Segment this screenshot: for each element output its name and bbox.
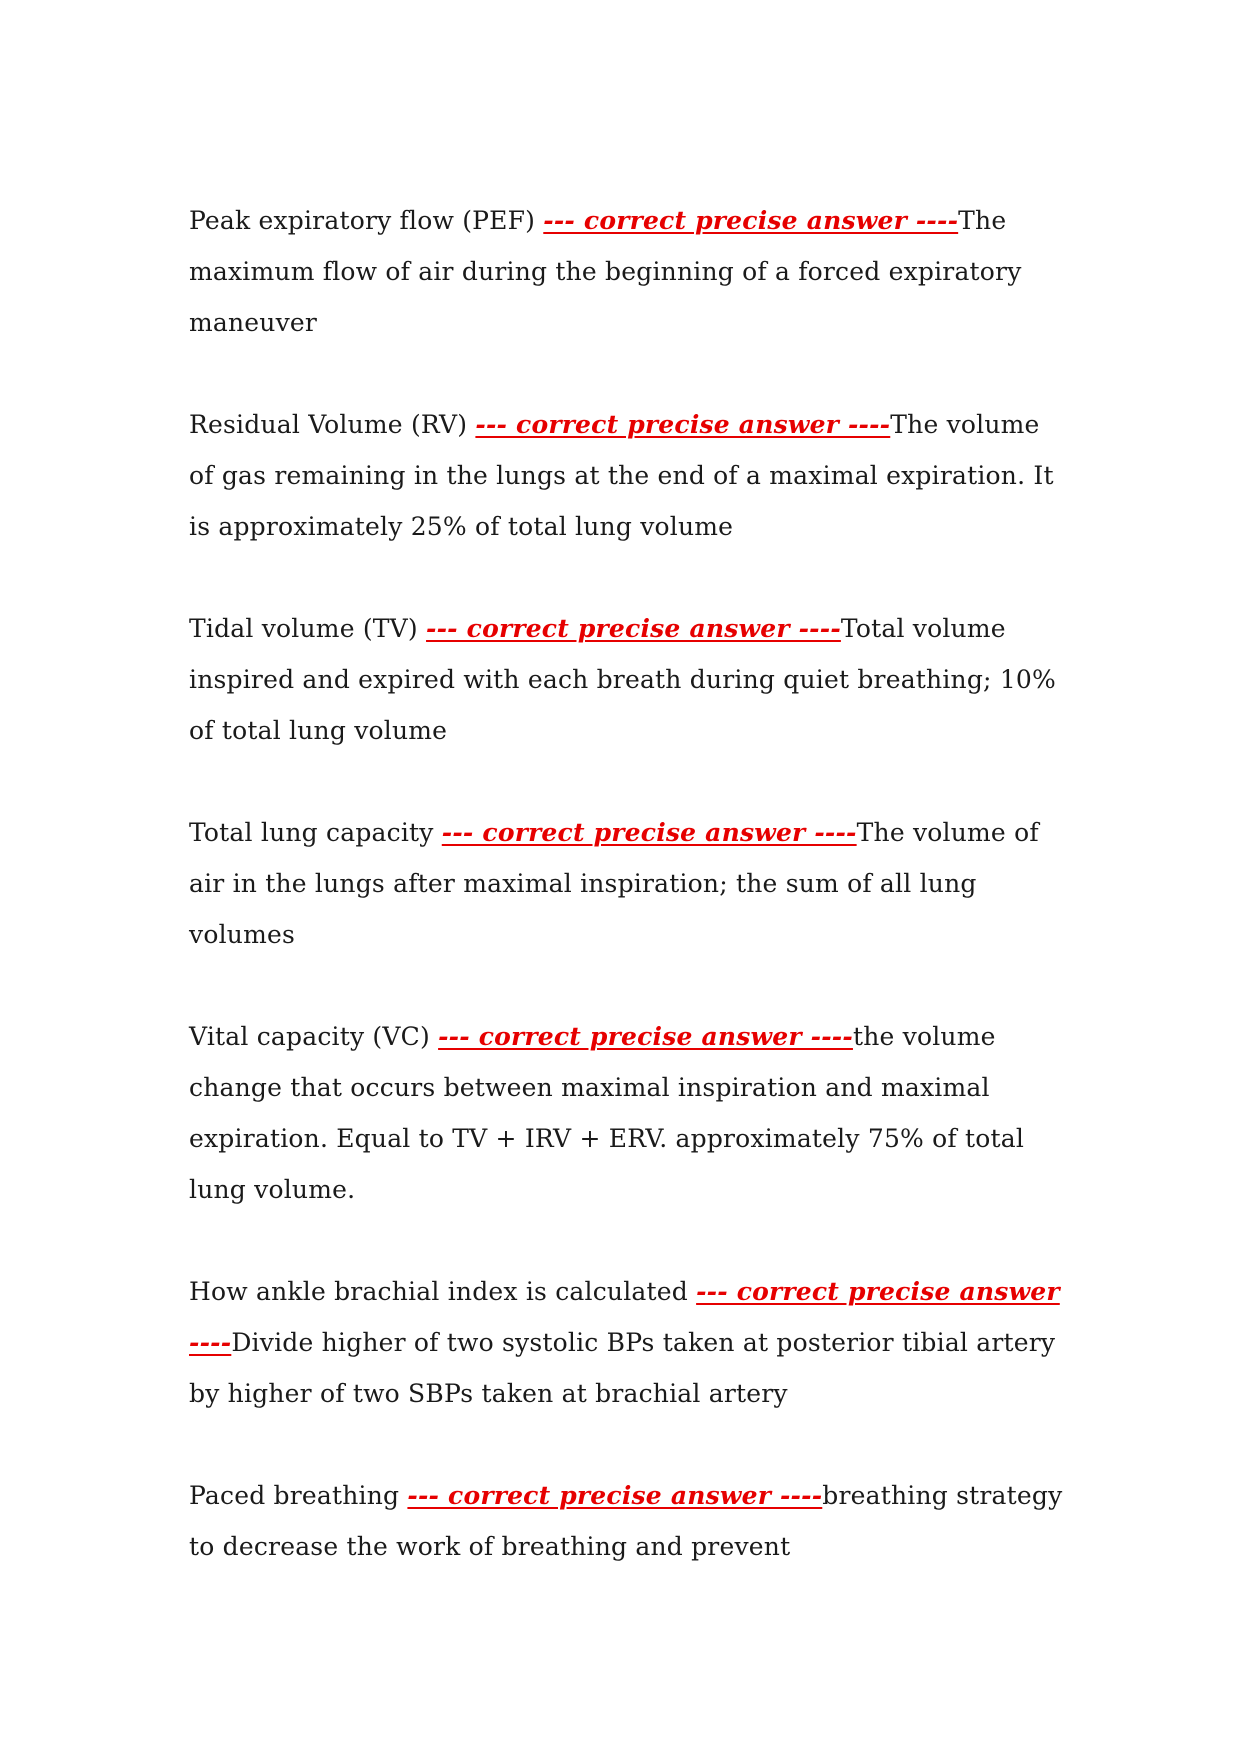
entry-term: Paced breathing — [189, 1481, 408, 1510]
entry-definition: The maximum flow of air during the beginning of a forced expiratory maneuver — [189, 206, 1022, 337]
answer-tag: --- correct precise answer ---- — [543, 206, 959, 235]
answer-tag: --- correct precise answer ---- — [438, 1022, 853, 1051]
entry-term: How ankle brachial index is calculated — [189, 1277, 697, 1306]
entry-ankle-brachial-index — [189, 1266, 1069, 1419]
answer-tag: --- correct precise answer ---- — [407, 1481, 823, 1510]
entry-total-lung-capacity — [189, 807, 1069, 960]
answer-tag: --- correct precise answer ---- — [475, 410, 891, 439]
entry-definition: breathing strategy to decrease the work of breathing and prevent — [189, 1481, 1063, 1561]
document-body — [189, 195, 1069, 1623]
entry-definition: Divide higher of two systolic BPs taken at posterior tibial artery by higher of two SBPs taken at brachial artery — [189, 1328, 1056, 1408]
entry-term: Vital capacity (VC) — [189, 1022, 439, 1051]
entry-term: Total lung capacity — [189, 818, 442, 847]
entry-residual-volume — [189, 399, 1069, 552]
entry-definition: Total volume inspired and expired with each breath during quiet breathing; 10% of total lung volume — [189, 614, 1056, 745]
entry-tidal-volume — [189, 603, 1069, 756]
entry-definition: The volume of gas remaining in the lungs at the end of a maximal expiration. It is approximately 25% of total lung volume — [189, 410, 1054, 541]
entry-paced-breathing — [189, 1470, 1069, 1572]
entry-vital-capacity — [189, 1011, 1069, 1215]
answer-tag: --- correct precise answer ---- — [441, 818, 857, 847]
entry-term: Tidal volume (TV) — [189, 614, 427, 643]
entry-definition: the volume change that occurs between maximal inspiration and maximal expiration. Equal to TV + IRV + ERV. approximately 75% of total lung volume. — [189, 1022, 1025, 1204]
entry-definition: The volume of air in the lungs after maximal inspiration; the sum of all lung volumes — [189, 818, 1039, 949]
entry-term: Residual Volume (RV) — [189, 410, 476, 439]
answer-tag: --- correct precise answer ---- — [426, 614, 841, 643]
entry-peak-expiratory-flow — [189, 195, 1069, 348]
answer-tag: --- correct precise answer ---- — [189, 1277, 1060, 1357]
entry-term: Peak expiratory flow (PEF) — [189, 206, 544, 235]
